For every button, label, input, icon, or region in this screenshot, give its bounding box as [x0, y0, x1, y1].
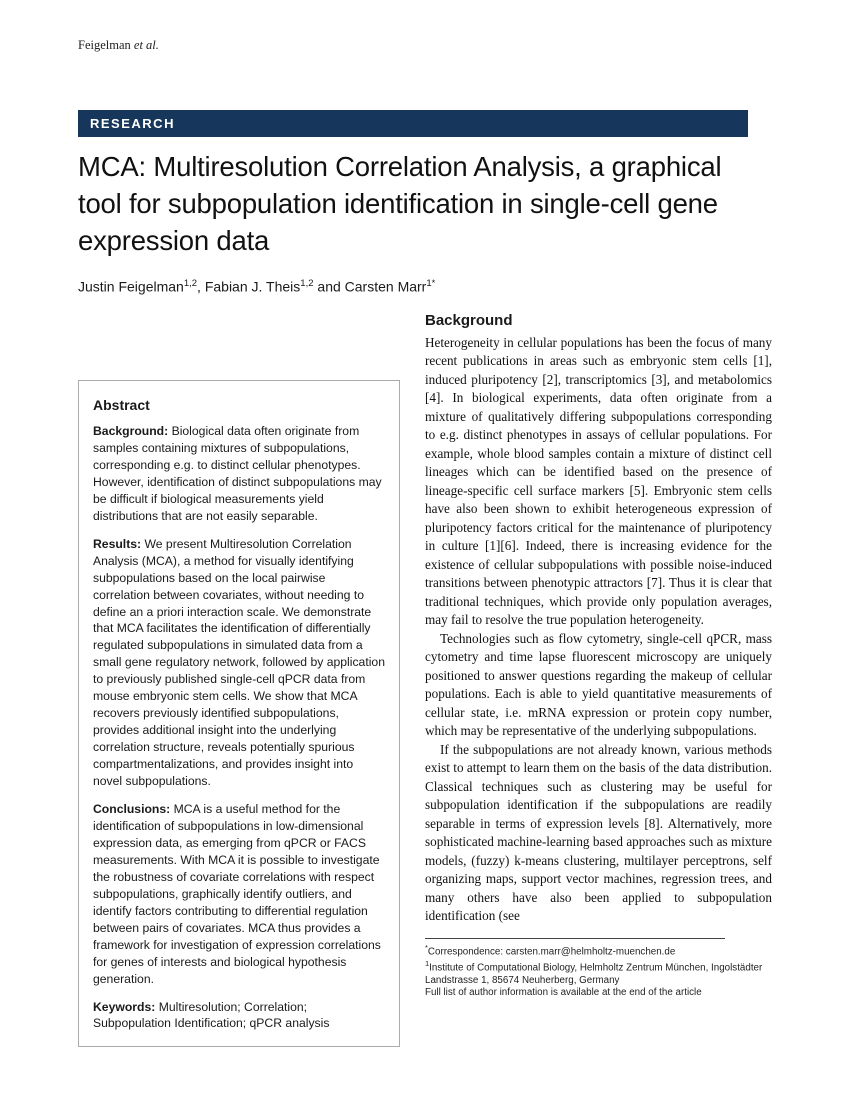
author-1: Justin Feigelman [78, 278, 184, 295]
footnote-author-info-text: Full list of author information is available at the end of the article [425, 987, 702, 999]
research-banner [78, 110, 748, 137]
abstract-background-text: Biological data often originate from samples containing mixtures of subpopulations, corresponding e.g. to distinct cellular phenotypes. However, identification of distinct subpopulations may be difficult if biological measurements yield distributions that are not easily separable. [93, 424, 382, 523]
footnote-affiliation-marker: 1 [425, 958, 430, 968]
running-head-etal: et al. [133, 38, 159, 52]
abstract-conclusions-label: Conclusions: [93, 802, 171, 817]
abstract-conclusions-paragraph [93, 801, 385, 987]
background-paragraph-1: Heterogeneity in cellular populations has been the focus of many recent publications in areas such as embryonic stem cells [1], induced pluripotency [2], transcriptomics [3], and metabolomics [4]. In biological experiments, data often originate from a mixture of qualitatively differing subpopulations corresponding to e.g. distinct phenotypes in assays of cellular populations. For example, whole blood samples contain a mixture of distinct cell lineages which can be identified based on the presence of lineage-specific cell surface markers [5]. Embryonic stem cells have also been shown to exhibit heterogeneous expression of pluripotency factors critical for the maintenance of pluripotency in culture [1][6]. Indeed, there is increasing evidence for the existence of cellular subpopulations with possible noise-induced transitions between phenotypic attractors [7]. Thus it is clear that traditional techniques, which provide only population averages, may fail to resolve the true population heterogeneity. [425, 335, 772, 628]
footnote-correspondence-text: Correspondence: carsten.marr@helmholtz-muenchen.de [427, 945, 676, 957]
running-head [78, 38, 159, 53]
author-1-affiliations: 1,2 [183, 278, 198, 289]
author-2: , Fabian J. Theis [197, 278, 301, 295]
article-title: MCA: Multiresolution Correlation Analysis, a graphical tool for subpopulation identification in single-cell gene expression data [78, 151, 722, 256]
abstract-results-label: Results: [93, 536, 142, 551]
abstract-box [78, 380, 400, 1047]
correspondence-footnote [425, 938, 772, 1000]
left-column [78, 380, 400, 1047]
author-list [78, 278, 678, 295]
section-heading-background: Background [425, 312, 513, 329]
abstract-keywords-text: Multiresolution; Correlation; Subpopulation Identification; qPCR analysis [93, 999, 330, 1031]
background-paragraph-3: If the subpopulations are not already known, various methods exist to attempt to learn them on the basis of the data distribution. Classical techniques such as clustering may be useful for subpopulation identification if the subpopulations are readily separable in terms of expression levels [8]. Alternatively, more sophisticated machine-learning based approaches such as mixture models, (fuzzy) k-means clustering, multilayer perceptrons, self organizing maps, support vector machines, regression trees, and many others have also been applied to subpopulation identification (see [425, 741, 772, 924]
abstract-heading: Abstract [93, 397, 150, 413]
author-2-affiliations: 1,2 [300, 278, 314, 289]
footnote-affiliation [425, 959, 772, 988]
abstract-results-text: We present Multiresolution Correlation Analysis (MCA), a method for visually identifying subpopulations based on the local pairwise correlation between covariates, without needing to define an a priori interaction scale. We demonstrate that MCA facilitates the identification of differentially regulated subpopulations in simulated data from a small gene regulatory network, followed by application to previously published single-cell qPCR data from mouse embryonic stem cells. We show that MCA recovers previously identified subpopulations, provides additional insight into the underlying correlation structure, reveals potentially spurious compartmentalizations, and provides insight into novel subpopulations. [93, 536, 385, 789]
right-column [425, 312, 772, 1000]
abstract-background-label: Background: [93, 424, 169, 438]
research-banner-label: RESEARCH [90, 116, 175, 131]
footnote-rule [425, 938, 725, 939]
footnote-correspondence-marker: * [425, 942, 428, 952]
footnote-author-info [425, 987, 772, 1000]
abstract-keywords-paragraph [93, 999, 385, 1033]
footnote-correspondence [425, 943, 772, 959]
author-3: and Carsten Marr [313, 278, 427, 295]
running-head-name: Feigelman [78, 38, 131, 52]
author-3-affiliations: 1* [426, 278, 436, 289]
background-paragraph-2: Technologies such as flow cytometry, single-cell qPCR, mass cytometry and time lapse fluorescent microscopy are uniquely positioned to answer questions regarding the makeup of cellular populations. Each is able to yield quantitative measurements of cellular state, i.e. mRNA expression or protein copy number, which may be representative of the underlying subpopulations. [425, 630, 772, 739]
abstract-results-paragraph [93, 536, 385, 790]
footnote-affiliation-text: Institute of Computational Biology, Helmholtz Zentrum München, Ingolstädter Landstrasse 1, 85674 Neuherberg, Germany [425, 961, 763, 986]
abstract-keywords-label: Keywords: [93, 999, 156, 1014]
abstract-background-paragraph [93, 423, 385, 525]
abstract-conclusions-text: MCA is a useful method for the identification of subpopulations in low-dimensional expression data, as emerging from qPCR or FACS measurements. With MCA it is possible to investigate the robustness of covariate correlations with respect subpopulations, graphically identify outliers, and identify factors contributing to differential regulation between pairs of covariates. MCA thus provides a framework for investigation of expression correlations for genes of interests and biological hypothesis generation. [93, 802, 381, 986]
